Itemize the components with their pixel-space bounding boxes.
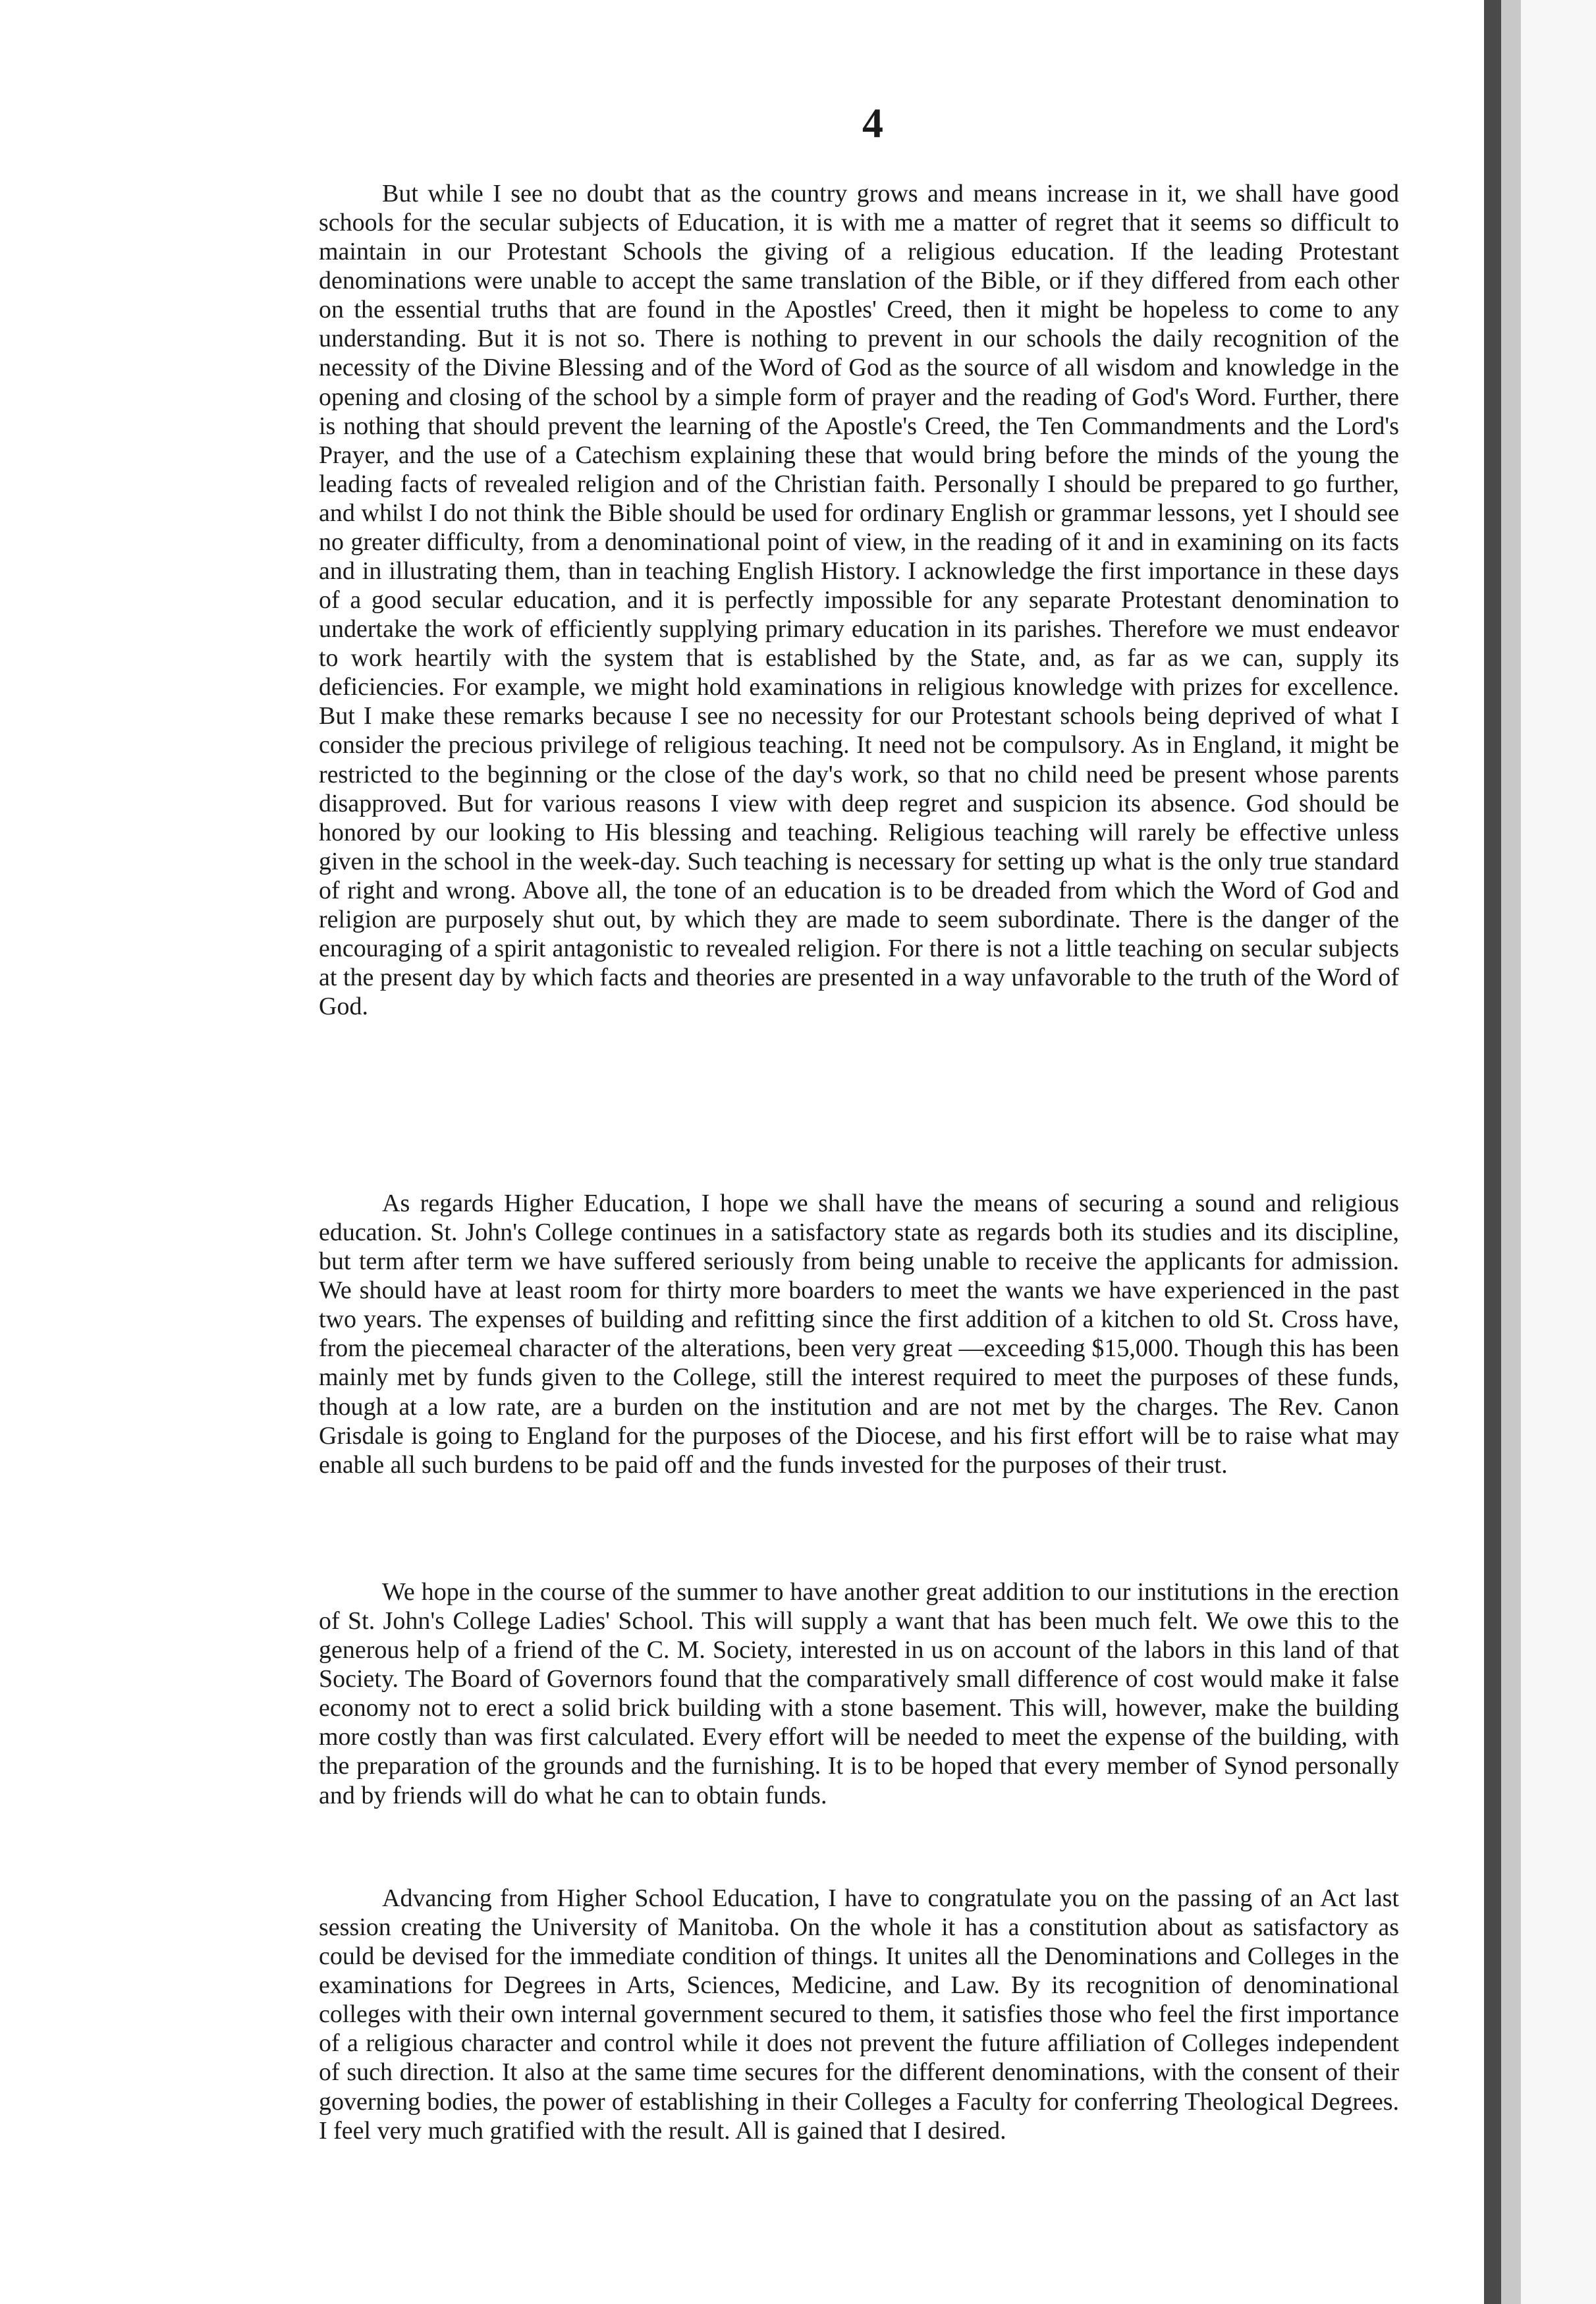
binding-shadow [1484,0,1501,2304]
page-edge-band [1501,0,1521,2304]
paragraph-higher-education: As regards Higher Education, I hope we shall have the means of securing a sound and religious education. St. John's College continues in a satisfactory state as regards both its studies and its discipline, but term after term we have suffered seriously from being unable to receive the applicants for admission. We should have at least room for thirty more boarders to meet the wants we have experienced in the past two years. The expenses of building and refitting since the first addition of a kitchen to old St. Cross have, from the piecemeal character of the alterations, been very great —exceeding $15,000. Though this has been mainly met by funds given to the College, still the interest required to meet the purposes of these funds, though at a low rate, are a burden on the institution and are not met by the charges. The Rev. Canon Grisdale is going to England for the purposes of the Diocese, and his first effort will be to raise what may enable all such burdens to be paid off and the funds invested for the purposes of their trust. [319,1190,1399,1479]
page-number: 4 [862,99,883,146]
scan-page-edge [1484,0,1596,2304]
paragraph-religious-education: But while I see no doubt that as the country grows and means increase in it, we shall have good schools for the secular subjects of Education, it is with me a matter of regret that it seems so difficult to maintain in our Protestant Schools the giving of a religious education. If the leading Protestant denominations were unable to accept the same translation of the Bible, or if they differed from each other on the essential truths that are found in the Apostles' Creed, then it might be hopeless to come to any understanding. But it is not so. There is nothing to prevent in our schools the daily recognition of the necessity of the Divine Blessing and of the Word of God as the source of all wisdom and knowledge in the opening and closing of the school by a simple form of prayer and the reading of God's Word. Further, there is nothing that should prevent the learning of the Apostle's Creed, the Ten Commandments and the Lord's Prayer, and the use of a Catechism explaining these that would bring before the minds of the young the leading facts of revealed religion and of the Christian faith. Personally I should be prepared to go further, and whilst I do not think the Bible should be used for ordinary English or grammar lessons, yet I should see no greater difficulty, from a denominational point of view, in the reading of it and in examining on its facts and in illustrating them, than in teaching English History. I acknowledge the first importance in these days of a good secular education, and it is perfectly impossible for any separate Protestant denomination to undertake the work of efficiently supplying primary education in its parishes. Therefore we must endeavor to work heartily with the system that is established by the State, and, as far as we can, supply its deficiencies. For example, we might hold examinations in religious knowledge with prizes for excellence. But I make these remarks because I see no necessity for our Protestant schools being deprived of what I consider the precious privilege of religious teaching. It need not be compulsory. As in England, it might be restricted to the beginning or the close of the day's work, so that no child need be present whose parents disapproved. But for various reasons I view with deep regret and suspicion its absence. God should be honored by our looking to His blessing and teaching. Religious teaching will rarely be effective unless given in the school in the week-day. Such teaching is necessary for setting up what is the only true standard of right and wrong. Above all, the tone of an education is to be dreaded from which the Word of God and religion are purposely shut out, by which they are made to seem subordinate. There is the danger of the encouraging of a spirit antagonistic to revealed religion. For there is not a little teaching on secular subjects at the present day by which facts and theories are presented in a way unfavorable to the truth of the Word of God. [319,180,1399,1021]
paragraph-university: Advancing from Higher School Education, I have to congratulate you on the passing of an Act last session creating the University of Manitoba. On the whole it has a constitution about as satisfactory as could be devised for the immediate condition of things. It unites all the Denominations and Colleges in the examinations for Degrees in Arts, Sciences, Medicine, and Law. By its recognition of denominational colleges with their own internal government secured to them, it satisfies those who feel the first importance of a religious character and control while it does not prevent the future affiliation of Colleges independent of such direction. It also at the same time secures for the different denominations, with the consent of their governing bodies, the power of establishing in their Colleges a Faculty for conferring Theological Degrees. I feel very much gratified with the result. All is gained that I desired. [319,1884,1399,2145]
paragraph-ladies-school: We hope in the course of the summer to have another great addition to our institutions in the erection of St. John's College Ladies' School. This will supply a want that has been much felt. We owe this to the generous help of a friend of the C. M. Society, interested in us on account of the labors in this land of that Society. The Board of Governors found that the comparatively small difference of cost would make it false economy not to erect a solid brick building with a stone basement. This will, however, make the building more costly than was first calculated. Every effort will be needed to meet the expense of the building, with the preparation of the grounds and the furnishing. It is to be hoped that every member of Synod personally and by friends will do what he can to obtain funds. [319,1578,1399,1809]
